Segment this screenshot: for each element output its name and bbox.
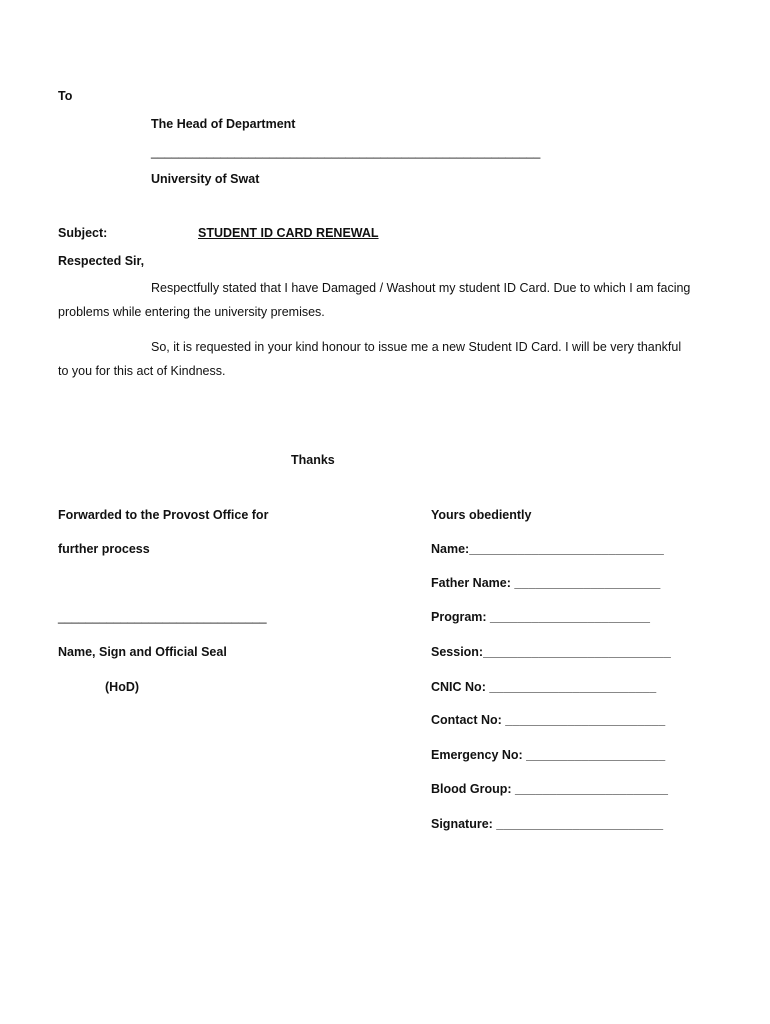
salutation: Respected Sir, [58, 254, 145, 268]
forward-line-1: Forwarded to the Provost Office for [58, 508, 269, 522]
paragraph-2-line-2: to you for this act of Kindness. [58, 364, 226, 378]
signature-field: Signature: ________________________ [431, 817, 664, 831]
father-name-field: Father Name: _____________________ [431, 576, 661, 590]
subject-text: STUDENT ID CARD RENEWAL [198, 226, 379, 240]
institution-name: University of Swat [151, 172, 260, 186]
hod-label: (HoD) [105, 680, 140, 694]
closing-text: Yours obediently [431, 508, 532, 522]
forward-line-2: further process [58, 542, 150, 556]
seal-label: Name, Sign and Official Seal [58, 645, 227, 659]
subject-label: Subject: [58, 226, 108, 240]
contact-field: Contact No: _______________________ [431, 713, 666, 727]
name-field: Name:____________________________ [431, 542, 664, 556]
session-field: Session:___________________________ [431, 645, 671, 659]
to-label: To [58, 89, 73, 103]
cnic-field: CNIC No: ________________________ [431, 680, 657, 694]
blood-group-field: Blood Group: ______________________ [431, 782, 668, 796]
recipient-blank-line: ________________________________________________________ [151, 145, 541, 159]
program-field: Program: _______________________ [431, 610, 650, 624]
hod-sign-blank-line: ______________________________ [58, 610, 267, 624]
paragraph-1-line-1: Respectfully stated that I have Damaged / Washout my student ID Card. Due to which I am facing [151, 281, 691, 295]
recipient-title: The Head of Department [151, 117, 296, 131]
paragraph-2-line-1: So, it is requested in your kind honour to issue me a new Student ID Card. I will be very thankful [151, 340, 682, 354]
paragraph-1-line-2: problems while entering the university premises. [58, 305, 325, 319]
emergency-field: Emergency No: ____________________ [431, 748, 666, 762]
thanks-text: Thanks [291, 453, 335, 467]
